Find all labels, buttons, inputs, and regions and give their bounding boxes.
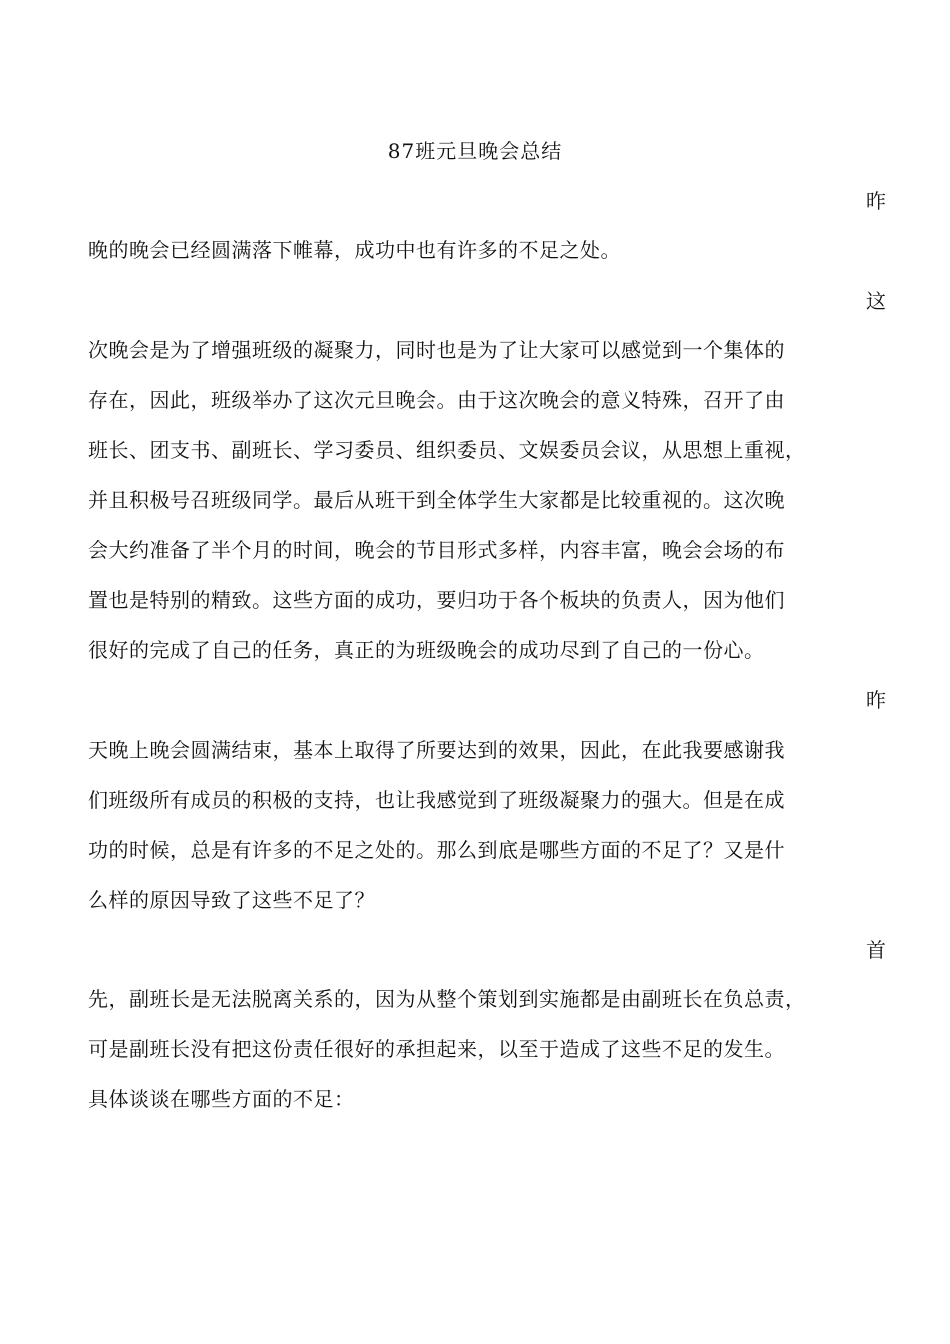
paragraph-2-line-2: 存在，因此，班级举办了这次元旦晚会。由于这次晚会的意义特殊，召开了由 — [88, 388, 785, 412]
paragraph-2-line-1: 次晚会是为了增强班级的凝聚力，同时也是为了让大家可以感觉到一个集体的 — [88, 338, 785, 362]
paragraph-3-line-4: 么样的原因导致了这些不足了？ — [88, 888, 375, 912]
paragraph-2-line-6: 置也是特别的精致。这些方面的成功，要归功于各个板块的负责人，因为他们 — [88, 588, 785, 612]
paragraph-2-line-3: 班长、团支书、副班长、学习委员、组织委员、文娱委员会议，从思想上重视， — [88, 438, 806, 462]
paragraph-2-line-4: 并且积极号召班级同学。最后从班干到全体学生大家都是比较重视的。这次晚 — [88, 488, 785, 512]
paragraph-1-line-1: 晚的晚会已经圆满落下帷幕，成功中也有许多的不足之处。 — [88, 238, 621, 262]
paragraph-2-line-7: 很好的完成了自己的任务，真正的为班级晚会的成功尽到了自己的一份心。 — [88, 638, 765, 662]
paragraph-2-line-5: 会大约准备了半个月的时间，晚会的节目形式多样，内容丰富，晚会会场的布 — [88, 538, 785, 562]
paragraph-4-line-1: 先，副班长是无法脱离关系的，因为从整个策划到实施都是由副班长在负总责， — [88, 987, 806, 1011]
paragraph-3-line-1: 天晚上晚会圆满结束，基本上取得了所要达到的效果，因此，在此我要感谢我 — [88, 738, 785, 762]
document-title: 87班元旦晚会总结 — [387, 139, 563, 163]
paragraph-2-lead-char: 这 — [866, 289, 886, 313]
paragraph-3-lead-char: 昨 — [866, 688, 886, 712]
paragraph-4-line-2: 可是副班长没有把这份责任很好的承担起来，以至于造成了这些不足的发生。 — [88, 1037, 785, 1061]
paragraph-3-line-2: 们班级所有成员的积极的支持，也让我感觉到了班级凝聚力的强大。但是在成 — [88, 788, 785, 812]
paragraph-3-line-3: 功的时候，总是有许多的不足之处的。那么到底是哪些方面的不足了？又是什 — [88, 838, 785, 862]
paragraph-4-lead-char: 首 — [866, 938, 886, 962]
paragraph-1-lead-char: 昨 — [866, 189, 886, 213]
paragraph-4-line-3: 具体谈谈在哪些方面的不足： — [88, 1087, 355, 1111]
